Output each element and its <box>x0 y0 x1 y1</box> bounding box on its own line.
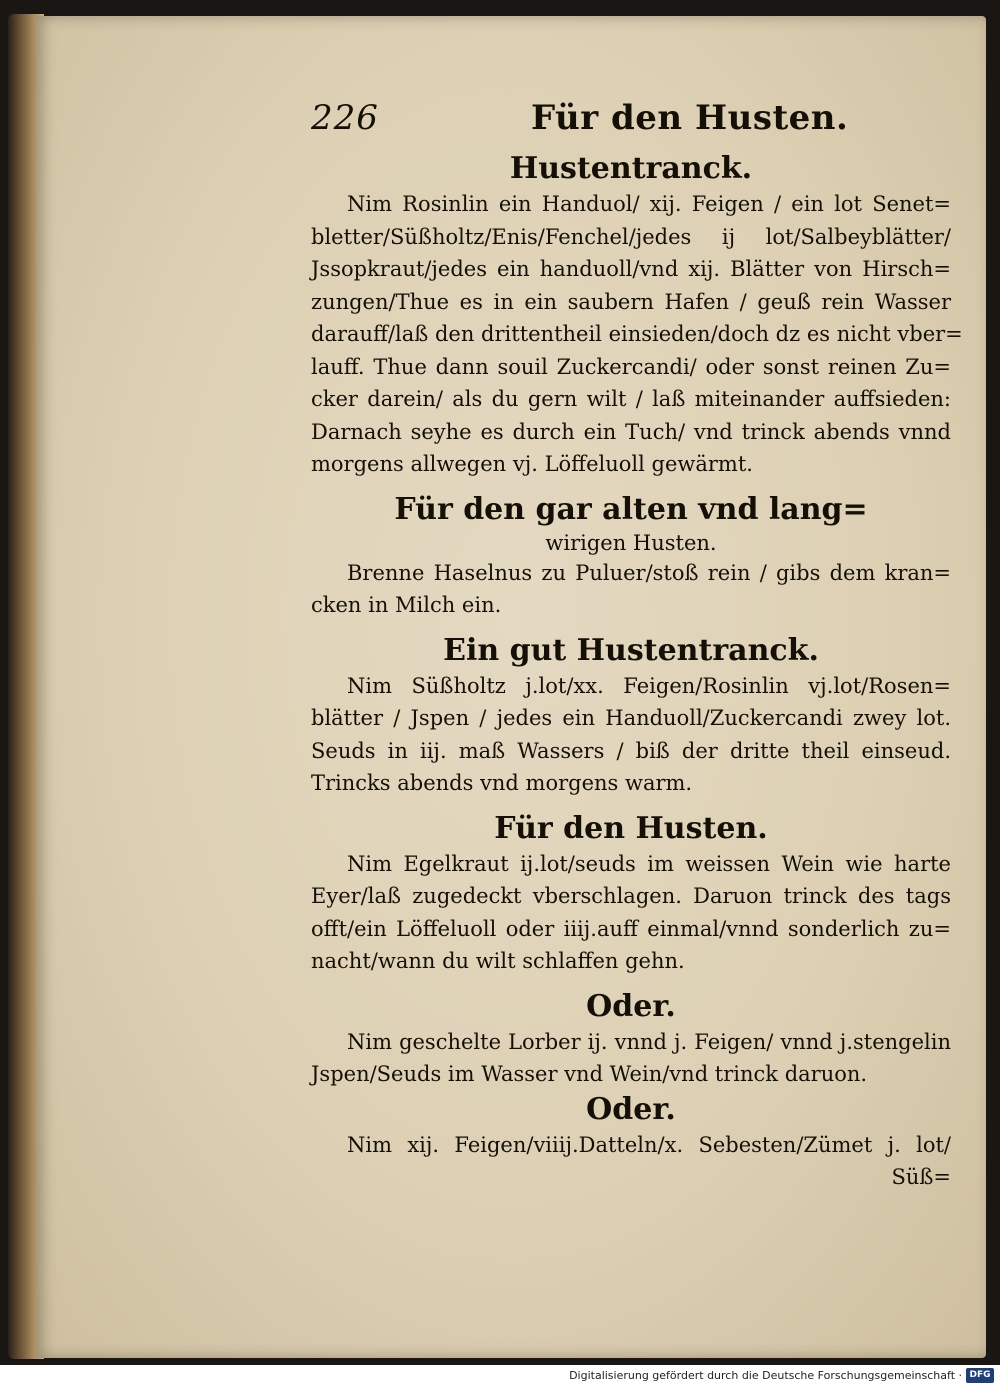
text-line: Trincks abends vnd morgens warm. <box>311 771 693 795</box>
text-line: Brenne Haselnus zu Puluer/stoß rein / gibs dem kran= <box>347 560 951 585</box>
recipe-section <box>311 988 951 1091</box>
recipe-section <box>311 491 951 622</box>
text-line: cken in Milch ein. <box>311 593 502 617</box>
section-heading: Für den gar alten vnd lang= <box>394 491 868 527</box>
text-line: Nim geschelte Lorber ij. vnnd j. Feigen/ vnnd j.stengelin <box>347 1029 951 1054</box>
section-heading: Oder. <box>586 1091 676 1127</box>
text-line: Nim Rosinlin ein Handuol/ xij. Feigen / ein lot Senet= <box>347 192 951 216</box>
page-header <box>311 98 951 150</box>
text-line: darauff/laß den drittentheil einsieden/doch dz es nicht vber= <box>311 322 963 346</box>
text-line: zungen/Thue es in ein saubern Hafen / geuß rein Wasser <box>311 289 951 314</box>
text-line: cker darein/ als du gern wilt / laß miteinander auffsieden: <box>311 387 951 411</box>
recipe-section <box>311 1091 951 1194</box>
text-line: Seuds in iij. maß Wassers / biß der dritte theil einseud. <box>311 738 951 763</box>
text-line: Eyer/laß zugedeckt vberschlagen. Daruon trinck des tags <box>311 884 951 908</box>
section-heading: Für den Husten. <box>494 810 768 846</box>
text-line: Nim Süßholtz j.lot/xx. Feigen/Rosinlin vj.lot/Rosen= <box>347 673 951 698</box>
dfg-logo: DFG <box>966 1368 994 1383</box>
section-heading: Oder. <box>586 988 676 1024</box>
recipe-section <box>311 810 951 978</box>
text-line: Nim xij. Feigen/viiij.Datteln/x. Sebesten/Zümet j. lot/ <box>347 1132 951 1157</box>
catchword: Süß= <box>891 1165 951 1189</box>
funding-credit: Digitalisierung gefördert durch die Deutsche Forschungsgemeinschaft · <box>569 1369 962 1382</box>
text-line: offt/ein Löffeluoll oder iiij.auff einmal/vnnd sonderlich zu= <box>311 916 951 941</box>
recipe-section <box>311 150 963 481</box>
text-line: Darnach seyhe es durch ein Tuch/ vnd trinck abends vnnd <box>311 419 951 444</box>
text-line: morgens allwegen vj. Löffeluoll gewärmt. <box>311 452 753 476</box>
page-content <box>311 98 963 1194</box>
text-line: bletter/Süßholtz/Enis/Fenchel/jedes ij lot/Salbeyblätter/ <box>311 224 951 249</box>
text-line: lauff. Thue dann souil Zuckercandi/ oder sonst reinen Zu= <box>311 354 951 379</box>
section-subheading: wirigen Husten. <box>545 530 717 555</box>
text-line: Jssopkraut/jedes ein handuoll/vnd xij. Blätter von Hirsch= <box>311 257 951 281</box>
text-line: nacht/wann du wilt schlaffen gehn. <box>311 949 685 973</box>
footer-bar <box>0 1365 1000 1387</box>
recipe-section <box>311 632 951 800</box>
text-line: blätter / Jspen / jedes ein Handuoll/Zuckercandi zwey lot. <box>311 706 951 730</box>
section-heading: Hustentranck. <box>509 151 753 186</box>
section-heading: Ein gut Hustentranck. <box>443 632 819 668</box>
page-number: 226 <box>311 98 379 138</box>
running-head: Für den Husten. <box>531 98 849 138</box>
text-line: Jspen/Seuds im Wasser vnd Wein/vnd trinck daruon. <box>311 1062 868 1086</box>
book-page <box>36 16 986 1358</box>
text-line: Nim Egelkraut ij.lot/seuds im weissen Wein wie harte <box>347 851 951 876</box>
